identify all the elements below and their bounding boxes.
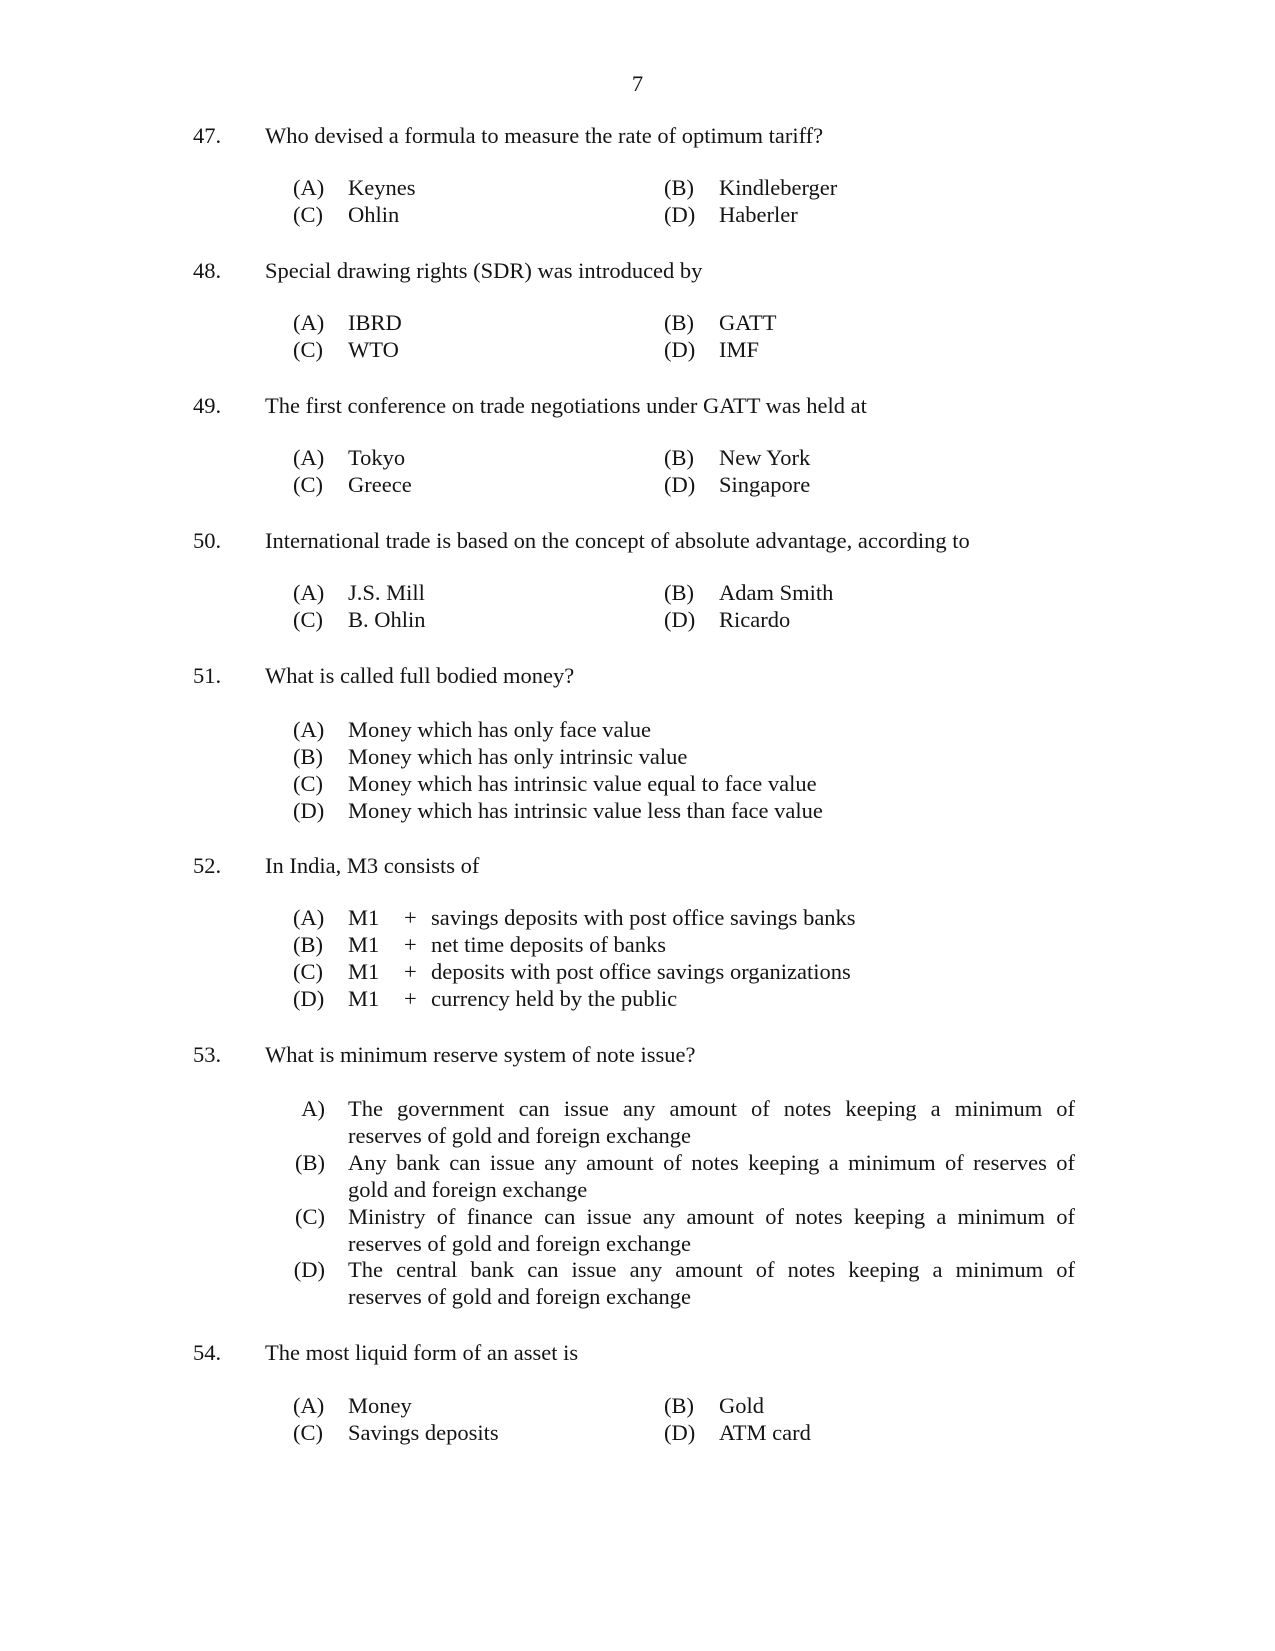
option-text bbox=[348, 1256, 1075, 1310]
option-label: (D) bbox=[664, 472, 696, 497]
option-text-line-1: The government can issue any amount of notes keeping a minimum of bbox=[348, 1096, 1075, 1121]
option-text bbox=[348, 1095, 1075, 1149]
option-text: New York bbox=[719, 445, 811, 470]
question-52 bbox=[0, 852, 1275, 1011]
option-label: (A) bbox=[293, 175, 325, 200]
option-text: Haberler bbox=[719, 202, 798, 227]
option-label: (A) bbox=[293, 1393, 325, 1418]
option-text: B. Ohlin bbox=[348, 607, 426, 632]
option-text: Tokyo bbox=[348, 445, 406, 470]
option-label: (C) bbox=[293, 472, 323, 497]
option-text: Singapore bbox=[719, 472, 811, 497]
question-text: What is called full bodied money? bbox=[265, 663, 575, 688]
option-text: J.S. Mill bbox=[348, 580, 425, 605]
option-label: (C) bbox=[295, 1204, 325, 1229]
question-number: 52. bbox=[193, 853, 222, 878]
option-text: Money which has intrinsic value less than face value bbox=[348, 798, 823, 823]
question-number: 53. bbox=[193, 1042, 222, 1067]
option-label: (C) bbox=[293, 202, 323, 227]
plus-sign: + bbox=[404, 905, 417, 930]
question-text: The most liquid form of an asset is bbox=[265, 1340, 579, 1365]
question-number: 50. bbox=[193, 528, 222, 553]
option-label: (D) bbox=[293, 798, 325, 823]
question-text: In India, M3 consists of bbox=[265, 853, 480, 878]
plus-sign: + bbox=[404, 986, 417, 1011]
question-text: Special drawing rights (SDR) was introduced by bbox=[265, 258, 703, 283]
option-label: (C) bbox=[293, 959, 323, 984]
option-label: (B) bbox=[664, 175, 694, 200]
question-51 bbox=[0, 662, 1275, 823]
option-text-line-2: reserves of gold and foreign exchange bbox=[348, 1284, 691, 1309]
page-number: 7 bbox=[631, 71, 644, 96]
option-text-line-2: reserves of gold and foreign exchange bbox=[348, 1231, 691, 1256]
option-text-line-2: reserves of gold and foreign exchange bbox=[348, 1123, 691, 1148]
component-text: savings deposits with post office savings banks bbox=[431, 905, 856, 930]
option-text: IMF bbox=[719, 337, 760, 362]
option-label: (B) bbox=[664, 1393, 694, 1418]
question-text: International trade is based on the concept of absolute advantage, according to bbox=[265, 528, 970, 553]
option-text: Money bbox=[348, 1393, 412, 1418]
option-text: IBRD bbox=[348, 310, 402, 335]
option-text-line-1: Any bank can issue any amount of notes keeping a minimum of reserves of bbox=[348, 1150, 1075, 1175]
option-label: (B) bbox=[295, 1150, 325, 1175]
question-text: The first conference on trade negotiations under GATT was held at bbox=[265, 393, 867, 418]
question-number: 54. bbox=[193, 1340, 222, 1365]
option-text: Money which has only face value bbox=[348, 717, 652, 742]
option-text: Greece bbox=[348, 472, 412, 497]
option-label: (D) bbox=[664, 337, 696, 362]
option-text: Gold bbox=[719, 1393, 764, 1418]
option-label: (B) bbox=[664, 310, 694, 335]
option-label: (C) bbox=[293, 607, 323, 632]
question-number: 51. bbox=[193, 663, 222, 688]
option-text: Savings deposits bbox=[348, 1420, 499, 1445]
component-text: net time deposits of banks bbox=[431, 932, 666, 957]
question-number: 48. bbox=[193, 258, 222, 283]
option-label: (B) bbox=[664, 580, 694, 605]
question-49 bbox=[0, 392, 1275, 497]
component-text: deposits with post office savings organizations bbox=[431, 959, 851, 984]
option-label: (D) bbox=[664, 1420, 696, 1445]
m1-term: M1 bbox=[348, 905, 380, 930]
option-label: (B) bbox=[664, 445, 694, 470]
option-text: Keynes bbox=[348, 175, 416, 200]
question-number: 47. bbox=[193, 123, 222, 148]
component-text: currency held by the public bbox=[431, 986, 678, 1011]
m1-term: M1 bbox=[348, 959, 380, 984]
plus-sign: + bbox=[404, 959, 417, 984]
option-label: (C) bbox=[293, 1420, 323, 1445]
option-text: Ricardo bbox=[719, 607, 791, 632]
option-text bbox=[348, 1149, 1075, 1203]
question-54 bbox=[0, 1339, 1275, 1445]
option-label: (D) bbox=[664, 202, 696, 227]
option-label: A) bbox=[301, 1096, 325, 1121]
question-text: What is minimum reserve system of note issue? bbox=[265, 1042, 696, 1067]
option-text: ATM card bbox=[719, 1420, 811, 1445]
m1-term: M1 bbox=[348, 932, 380, 957]
option-label: (A) bbox=[293, 580, 325, 605]
option-label: (C) bbox=[293, 337, 323, 362]
option-text: Money which has only intrinsic value bbox=[348, 744, 688, 769]
option-label: (D) bbox=[293, 1257, 325, 1282]
option-label: (C) bbox=[293, 771, 323, 796]
plus-sign: + bbox=[404, 932, 417, 957]
question-text: Who devised a formula to measure the rate of optimum tariff? bbox=[265, 123, 824, 148]
option-text: Adam Smith bbox=[719, 580, 834, 605]
option-label: (A) bbox=[293, 445, 325, 470]
option-label: (A) bbox=[293, 310, 325, 335]
option-text: GATT bbox=[719, 310, 777, 335]
option-text: WTO bbox=[348, 337, 399, 362]
option-label: (A) bbox=[293, 717, 325, 742]
option-text bbox=[348, 1203, 1075, 1257]
option-label: (A) bbox=[293, 905, 325, 930]
option-label: (D) bbox=[293, 986, 325, 1011]
option-text-line-2: gold and foreign exchange bbox=[348, 1177, 588, 1202]
question-47 bbox=[0, 122, 1275, 227]
option-text: Money which has intrinsic value equal to face value bbox=[348, 771, 817, 796]
option-text-line-1: Ministry of finance can issue any amount of notes keeping a minimum of bbox=[348, 1204, 1075, 1229]
option-label: (B) bbox=[293, 932, 323, 957]
m1-term: M1 bbox=[348, 986, 380, 1011]
question-53 bbox=[0, 1041, 1275, 1309]
option-text-line-1: The central bank can issue any amount of notes keeping a minimum of bbox=[348, 1257, 1075, 1282]
option-text: Kindleberger bbox=[719, 175, 838, 200]
question-48 bbox=[0, 257, 1275, 362]
question-50 bbox=[0, 527, 1275, 632]
option-label: (B) bbox=[293, 744, 323, 769]
option-text: Ohlin bbox=[348, 202, 400, 227]
option-label: (D) bbox=[664, 607, 696, 632]
question-number: 49. bbox=[193, 393, 222, 418]
